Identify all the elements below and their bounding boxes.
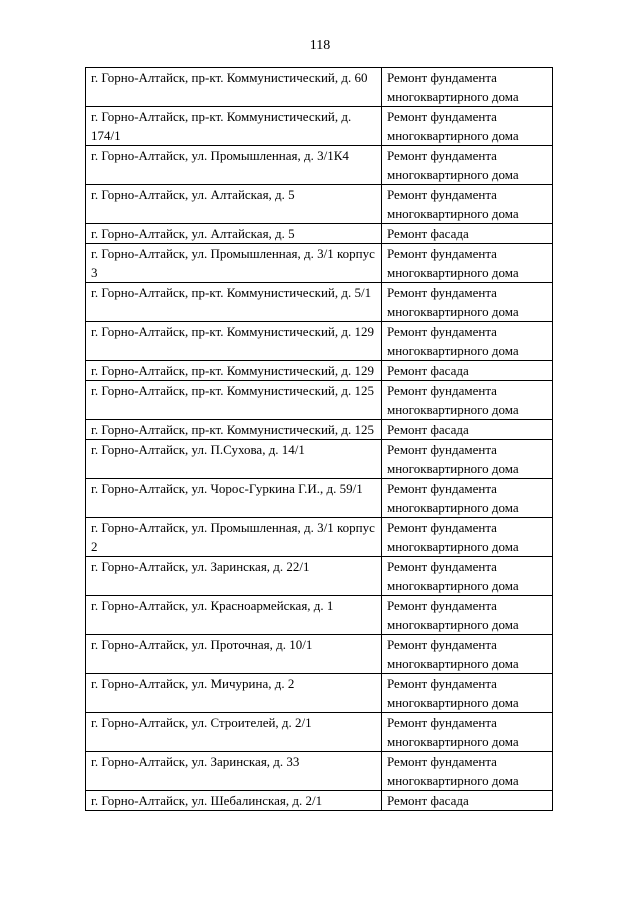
table-row (86, 381, 553, 420)
address-cell: г. Горно-Алтайск, ул. Шебалинская, д. 2/1 (86, 791, 382, 811)
table-row (86, 224, 553, 244)
work-type-cell: Ремонт фундамента многоквартирного дома (382, 322, 553, 361)
address-cell: г. Горно-Алтайск, пр-кт. Коммунистический, д. 60 (86, 68, 382, 107)
address-cell: г. Горно-Алтайск, ул. Промышленная, д. 3/1 корпус 2 (86, 518, 382, 557)
address-cell: г. Горно-Алтайск, пр-кт. Коммунистический, д. 129 (86, 322, 382, 361)
address-cell: г. Горно-Алтайск, ул. Промышленная, д. 3/1К4 (86, 146, 382, 185)
address-cell: г. Горно-Алтайск, ул. Проточная, д. 10/1 (86, 635, 382, 674)
table-row (86, 107, 553, 146)
work-type-cell: Ремонт фасада (382, 791, 553, 811)
work-type-cell: Ремонт фундамента многоквартирного дома (382, 244, 553, 283)
address-cell: г. Горно-Алтайск, ул. Строителей, д. 2/1 (86, 713, 382, 752)
table-row (86, 440, 553, 479)
table-row (86, 283, 553, 322)
table-row (86, 479, 553, 518)
address-cell: г. Горно-Алтайск, пр-кт. Коммунистический, д. 125 (86, 420, 382, 440)
work-type-cell: Ремонт фундамента многоквартирного дома (382, 674, 553, 713)
address-cell: г. Горно-Алтайск, ул. Промышленная, д. 3/1 корпус 3 (86, 244, 382, 283)
work-type-cell: Ремонт фасада (382, 224, 553, 244)
address-cell: г. Горно-Алтайск, ул. Заринская, д. 33 (86, 752, 382, 791)
table-row (86, 420, 553, 440)
work-type-cell: Ремонт фундамента многоквартирного дома (382, 557, 553, 596)
table-row (86, 596, 553, 635)
work-type-cell: Ремонт фундамента многоквартирного дома (382, 596, 553, 635)
repair-works-table (85, 67, 553, 811)
work-type-cell: Ремонт фундамента многоквартирного дома (382, 479, 553, 518)
work-type-cell: Ремонт фундамента многоквартирного дома (382, 185, 553, 224)
work-type-cell: Ремонт фундамента многоквартирного дома (382, 68, 553, 107)
address-cell: г. Горно-Алтайск, ул. Мичурина, д. 2 (86, 674, 382, 713)
table-row (86, 146, 553, 185)
address-cell: г. Горно-Алтайск, пр-кт. Коммунистический, д. 5/1 (86, 283, 382, 322)
work-type-cell: Ремонт фасада (382, 361, 553, 381)
table-row (86, 518, 553, 557)
address-cell: г. Горно-Алтайск, ул. Чорос-Гуркина Г.И., д. 59/1 (86, 479, 382, 518)
work-type-cell: Ремонт фундамента многоквартирного дома (382, 752, 553, 791)
address-cell: г. Горно-Алтайск, пр-кт. Коммунистический, д. 125 (86, 381, 382, 420)
table-row (86, 361, 553, 381)
table-row (86, 752, 553, 791)
work-type-cell: Ремонт фундамента многоквартирного дома (382, 635, 553, 674)
table-row (86, 185, 553, 224)
table-row (86, 244, 553, 283)
work-type-cell: Ремонт фундамента многоквартирного дома (382, 440, 553, 479)
work-type-cell: Ремонт фундамента многоквартирного дома (382, 518, 553, 557)
work-type-cell: Ремонт фундамента многоквартирного дома (382, 713, 553, 752)
address-cell: г. Горно-Алтайск, пр-кт. Коммунистический, д. 174/1 (86, 107, 382, 146)
work-type-cell: Ремонт фундамента многоквартирного дома (382, 283, 553, 322)
table-row (86, 68, 553, 107)
table-row (86, 674, 553, 713)
address-cell: г. Горно-Алтайск, пр-кт. Коммунистический, д. 129 (86, 361, 382, 381)
page-number: 118 (309, 38, 331, 53)
table-row (86, 791, 553, 811)
address-cell: г. Горно-Алтайск, ул. Алтайская, д. 5 (86, 224, 382, 244)
work-type-cell: Ремонт фундамента многоквартирного дома (382, 146, 553, 185)
table-row (86, 635, 553, 674)
work-type-cell: Ремонт фундамента многоквартирного дома (382, 107, 553, 146)
address-cell: г. Горно-Алтайск, ул. Заринская, д. 22/1 (86, 557, 382, 596)
table-row (86, 557, 553, 596)
address-cell: г. Горно-Алтайск, ул. П.Сухова, д. 14/1 (86, 440, 382, 479)
table-row (86, 713, 553, 752)
address-cell: г. Горно-Алтайск, ул. Алтайская, д. 5 (86, 185, 382, 224)
work-type-cell: Ремонт фундамента многоквартирного дома (382, 381, 553, 420)
address-cell: г. Горно-Алтайск, ул. Красноармейская, д. 1 (86, 596, 382, 635)
table-row (86, 322, 553, 361)
work-type-cell: Ремонт фасада (382, 420, 553, 440)
